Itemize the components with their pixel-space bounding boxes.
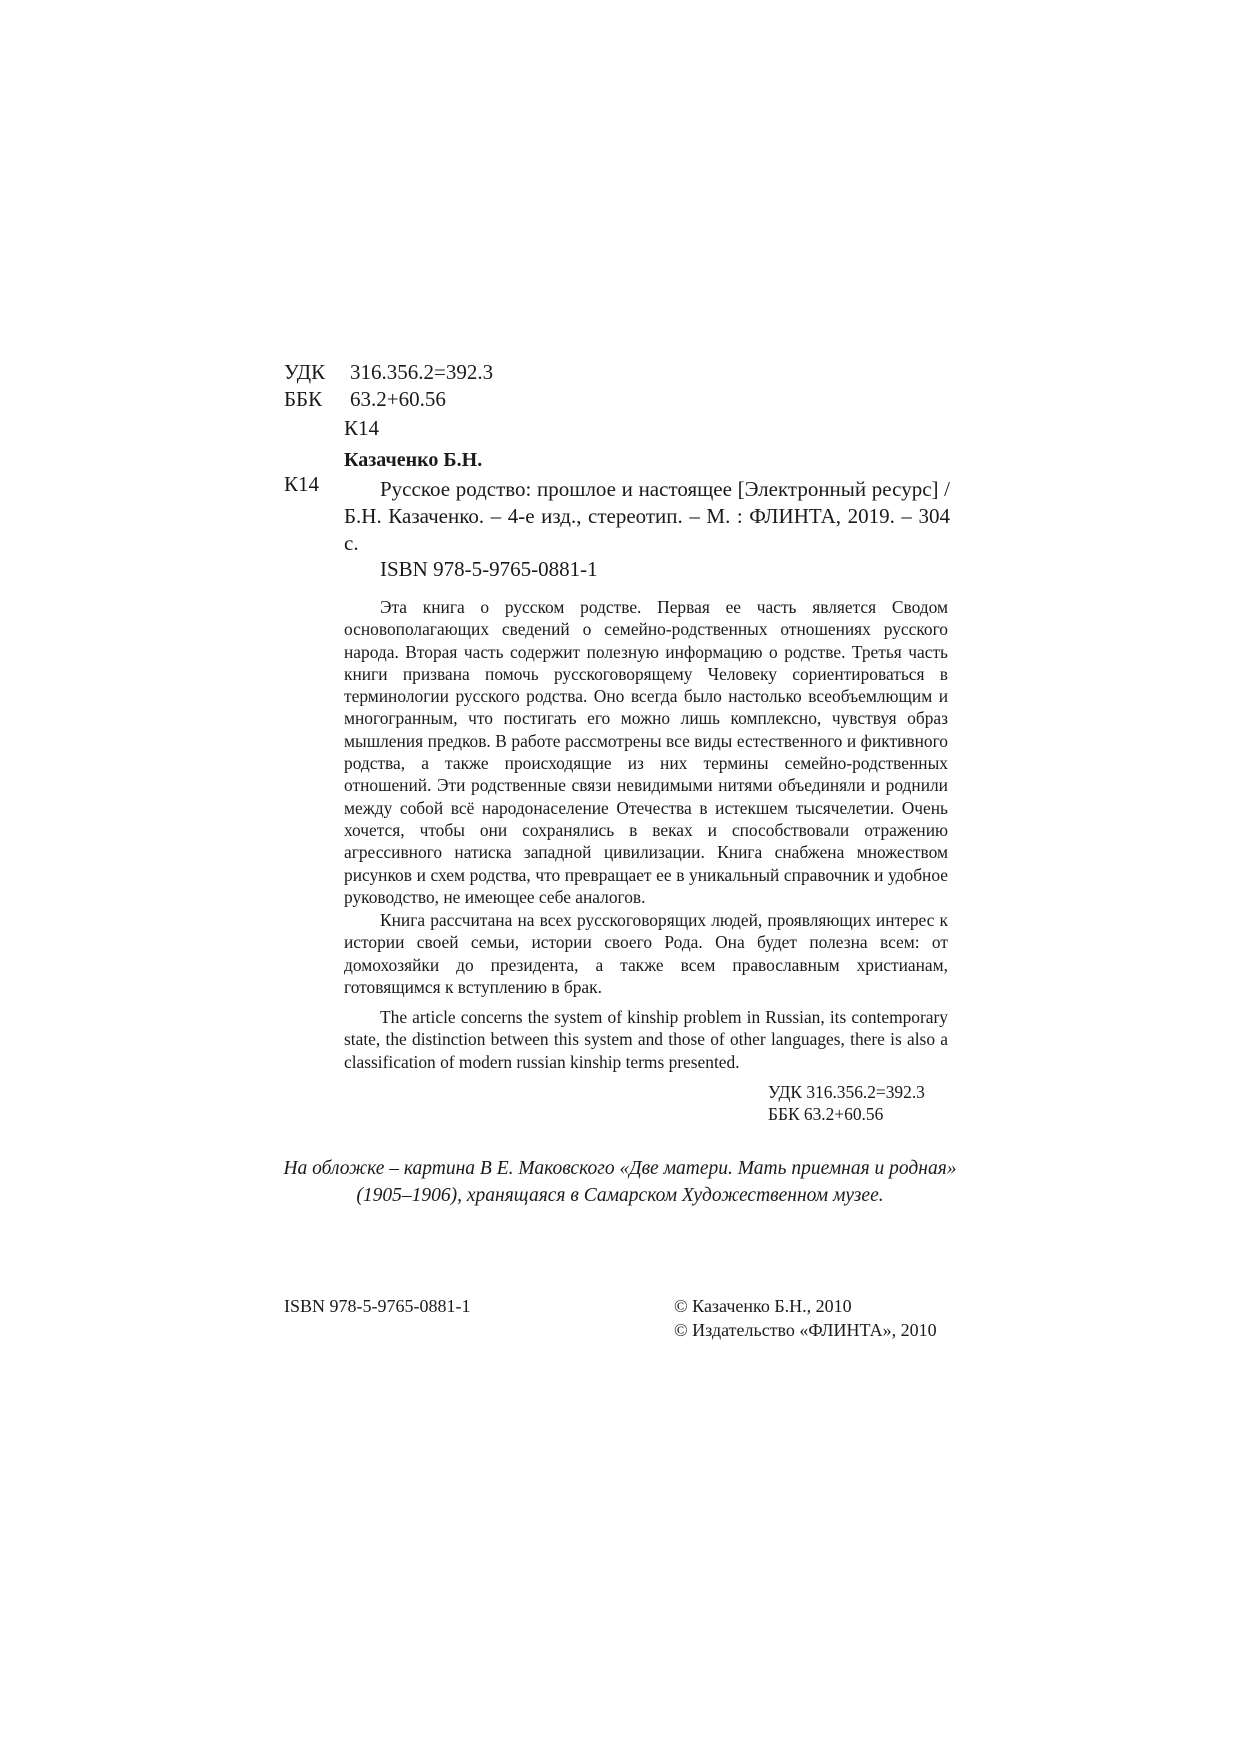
cover-note: На обложке – картина В Е. Маковского «Две матери. Мать приемная и родная» (1905–1906), хранящаяся в Самарском Художественном музее.	[283, 1158, 957, 1206]
bbk-value: 63.2+60.56	[350, 387, 446, 411]
bbk-label: ББК	[284, 387, 323, 411]
margin-author-mark: К14	[284, 472, 320, 496]
bibliographic-description: Русское родство: прошлое и настоящее [Электронный ресурс] / Б.Н. Казаченко. – 4-е изд., стереотип. – М. : ФЛИНТА, 2019. – 304 с.	[344, 477, 950, 555]
annotation-paragraph-1: Эта книга о русском родстве. Первая ее часть является Сводом основополагающих сведений о семейно-родственных отношениях русского народа. Вторая часть содержит полезную информацию о родстве. Третья часть книги призвана помочь русскоговорящему Человеку сориентироваться в терминологии русского родства. Оно всегда было настолько всеобъемлющим и многогранным, что постигать его можно лишь комплексно, чувствуя образ мышления предков. В работе рассмотрены все виды естественного и фиктивного родства, а также происходящие из них термины семейно-родственных отношений. Эти родственные связи невидимыми нитями объединяли и роднили между собой всё народонаселение Отечества в истекшем тысячелетии. Очень хочется, чтобы они сохранялись в веках и способствовали отражению агрессивного натиска западной цивилизации. Книга снабжена множеством рисунков и схем родства, что превращает ее в уникальный справочник и удобное руководство, не имеющее себе аналогов.	[344, 597, 948, 907]
udk-value: 316.356.2=392.3	[350, 360, 494, 384]
author-mark: К14	[344, 416, 380, 440]
copyright-author: © Казаченко Б.Н., 2010	[674, 1296, 852, 1316]
author-name: Казаченко Б.Н.	[344, 449, 483, 471]
copyright-publisher: © Издательство «ФЛИНТА», 2010	[674, 1320, 937, 1340]
udk-label: УДК	[284, 360, 326, 384]
footer-isbn: ISBN 978-5-9765-0881-1	[284, 1296, 471, 1316]
entry-isbn: ISBN 978-5-9765-0881-1	[380, 557, 598, 581]
annotation-paragraph-2: Книга рассчитана на всех русскоговорящих людей, проявляющих интерес к истории своей семьи, истории своего Рода. Она будет полезна всем: от домохозяйки до президента, а также всем православным христианам, готовящимся к вступлению в брак.	[344, 910, 948, 998]
abstract-bbk-code: ББК 63.2+60.56	[768, 1104, 884, 1124]
annotation	[344, 596, 948, 998]
english-abstract: The article concerns the system of kinship problem in Russian, its contemporary state, the distinction between this system and those of other languages, there is also a classification of modern russian kinship terms presented.	[344, 1007, 948, 1072]
abstract-udk-code: УДК 316.356.2=392.3	[768, 1082, 925, 1102]
